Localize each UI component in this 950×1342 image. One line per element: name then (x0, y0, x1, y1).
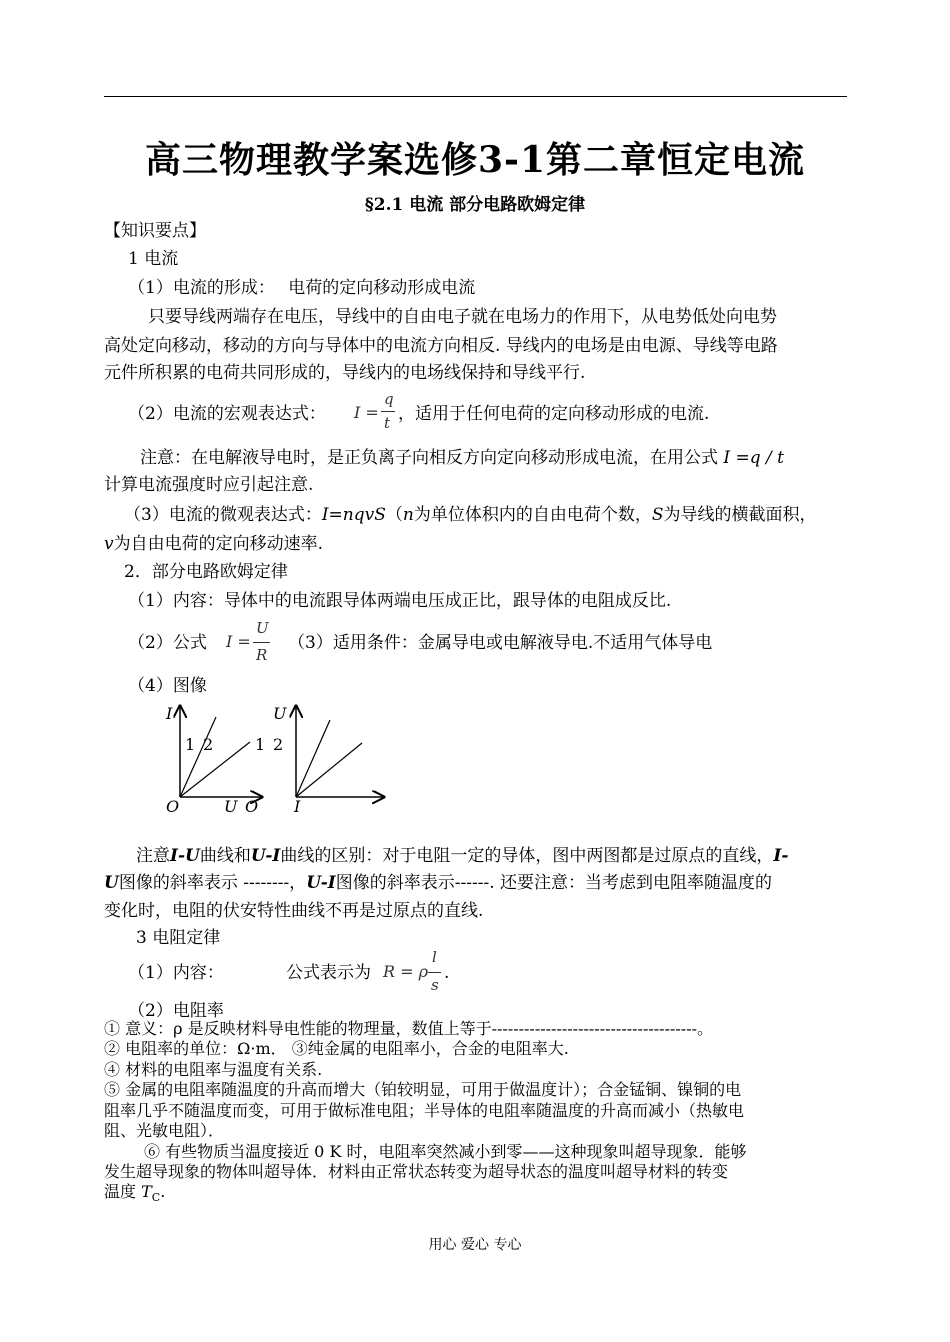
graph2-origin: O (245, 797, 259, 816)
s2-note-and: 曲线和 (199, 846, 251, 866)
s1-body-line-2: 高处定向移动，移动的方向与导体中的电流方向相反. 导线内的电场是由电源、导线等电路 (104, 336, 778, 356)
s1-p2-denominator: t (384, 414, 391, 432)
s2-note-u: U (104, 873, 119, 893)
s1-note-text: 注意：在电解液导电时，是正负离子向相反方向定向移动形成电流，在用公式 (140, 448, 718, 468)
s1-p3-n: n (402, 505, 414, 525)
s1-p1-text: 电荷的定向移动形成电流 (288, 278, 476, 298)
s3-p1-label: （1）内容： (128, 963, 224, 983)
s3-p2: （2）电阻率 (128, 1001, 224, 1021)
s1-heading: 1 电流 (128, 249, 179, 269)
s3-p1-formula-text: 公式表示为 (286, 963, 371, 983)
s3-item-6-line-2: 发生超导现象的物体叫超导体．材料由正常状态转变为超导状态的温度叫超导材料的转变 (104, 1162, 729, 1181)
graph1-x-label: U (224, 797, 238, 816)
s1-p2-fraction-bar (381, 411, 395, 412)
s2-note-word: 注意 (136, 846, 170, 866)
s3-item-1: ① 意义：ρ 是反映材料导电性能的物理量，数值上等于--------------------------------------。 (104, 1019, 714, 1038)
graph2-line-label-1: 1 (255, 735, 266, 754)
s3-p1-lhs: R = ρ (383, 962, 429, 981)
s3-item-6-line-3 (104, 1183, 165, 1207)
graph2-x-label: I (294, 797, 301, 816)
s3-heading: 3 电阻定律 (136, 928, 221, 948)
page-footer: 用心 爱心 专心 (428, 1237, 522, 1253)
s2-p2-numerator: U (256, 619, 269, 637)
s2-note-ui: U-I (250, 846, 281, 866)
s3-item-5-line-2: 阻率几乎不随温度而变，可用于做标准电阻；半导体的电阻率随温度的升高而减小（热敏电 (104, 1101, 745, 1120)
s3-tc-sub: C (151, 1191, 161, 1205)
s1-note-formula: I =q / t (723, 448, 785, 468)
s2-p4: （4）图像 (128, 676, 207, 696)
s2-note-line-3: 变化时，电阻的伏安特性曲线不再是过原点的直线. (104, 901, 484, 921)
s1-p1-label: （1）电流的形成： (128, 278, 275, 298)
knowledge-heading: 【知识要点】 (104, 221, 206, 241)
graph2-line-1 (296, 720, 330, 797)
s1-p3-paren: （ (385, 505, 403, 525)
graph1-line-label-1: 1 (185, 735, 196, 754)
s1-p2-numerator: q (384, 390, 394, 408)
header-rule (104, 96, 847, 97)
s3-tc-end: . (160, 1182, 166, 1201)
s1-p3-v-desc: 为自由电荷的定向移动速率. (113, 534, 324, 554)
s3-p1-numerator: l (432, 948, 437, 966)
s1-p1 (128, 277, 475, 299)
s1-p3-s: S (651, 505, 664, 525)
s1-p2-lhs: I = (354, 403, 379, 422)
s2-p3: （3）适用条件：金属导电或电解液导电.不适用气体导电 (288, 633, 713, 653)
page-title: 高三物理教学案选修3-1第二章恒定电流 (144, 139, 806, 181)
s3-p1-end: . (444, 963, 450, 983)
s2-note-slope-2: 图像的斜率表示------. 还要注意：当考虑到电阻率随温度的 (335, 873, 773, 893)
s1-p3-line-2 (104, 533, 323, 555)
s2-p2-fraction-bar (253, 642, 270, 643)
section-subtitle: §2.1 电流 部分电路欧姆定律 (364, 195, 586, 215)
graph1-origin: O (166, 797, 180, 816)
s3-item-2-3: ② 电阻率的单位：Ω·m． ③纯金属的电阻率小，合金的电阻率大. (104, 1039, 569, 1058)
s1-p3-formula: I=nqvS (321, 505, 386, 525)
s1-p3-label: （3）电流的微观表达式： (124, 505, 322, 525)
s2-p1: （1）内容：导体中的电流跟导体两端电压成正比，跟导体的电阻成反比. (128, 591, 672, 611)
s1-p2-tail: ，适用于任何电荷的定向移动形成的电流. (398, 404, 710, 424)
s3-p1-denominator: s (431, 976, 439, 994)
s2-note-iu: I-U (170, 846, 200, 866)
s2-p2-denominator: R (256, 646, 268, 664)
s3-item-5-line-3: 阻、光敏电阻）． (104, 1121, 225, 1140)
graph2-line-2 (296, 743, 362, 797)
s1-note-line-2: 计算电流强度时应引起注意. (104, 475, 314, 495)
s1-note-line-1 (140, 447, 784, 469)
s2-note-slope-1: 图像的斜率表示 --------， (118, 873, 307, 893)
s2-note-diff: 曲线的区别：对于电阻一定的导体，图中两图都是过原点的直线， (280, 846, 774, 866)
s2-p2-label: （2）公式 (128, 633, 207, 653)
s2-heading: 2．部分电路欧姆定律 (124, 562, 288, 582)
graph1-y-label: I (166, 704, 173, 723)
graph2-y-label: U (273, 704, 287, 723)
s1-p2-label: （2）电流的宏观表达式： (128, 404, 326, 424)
s1-p3-v: v (104, 534, 114, 554)
s3-item-5-line-1: ⑤ 金属的电阻率随温度的升高而增大（铂较明显，可用于做温度计）；合金锰铜、镍铜的电 (104, 1080, 742, 1099)
s3-p1-fraction-bar (428, 972, 441, 973)
graph1-line-label-2: 2 (203, 735, 214, 754)
s3-item-4: ④ 材料的电阻率与温度有关系. (104, 1060, 323, 1079)
s2-p2-lhs: I = (226, 632, 251, 651)
s1-p3-n-desc: 为单位体积内的自由电荷个数， (413, 505, 652, 525)
graph1-line-1 (180, 717, 216, 797)
s3-item-6-temp: 温度 (104, 1182, 137, 1201)
s3-tc: T (141, 1182, 152, 1201)
graph2-line-label-2: 2 (273, 735, 284, 754)
s2-note-i: I- (773, 846, 789, 866)
s2-note-line-1 (136, 845, 788, 867)
s1-body-line-1: 只要导线两端存在电压，导线中的自由电子就在电场力的作用下，从电势低处向电势 (148, 307, 777, 327)
s1-p3-s-desc: 为导线的横截面积， (663, 505, 817, 525)
s1-p3-line-1 (124, 504, 816, 526)
s3-item-6-line-1: ⑥ 有些物质当温度接近 0 K 时，电阻率突然减小到零——这种现象叫超导现象．能够 (144, 1142, 747, 1161)
s1-body-line-3: 元件所积累的电荷共同形成的，导线内的电场线保持和导线平行. (104, 363, 586, 383)
s2-note-ui-2: U-I (306, 873, 336, 893)
s2-note-line-2 (104, 872, 772, 894)
